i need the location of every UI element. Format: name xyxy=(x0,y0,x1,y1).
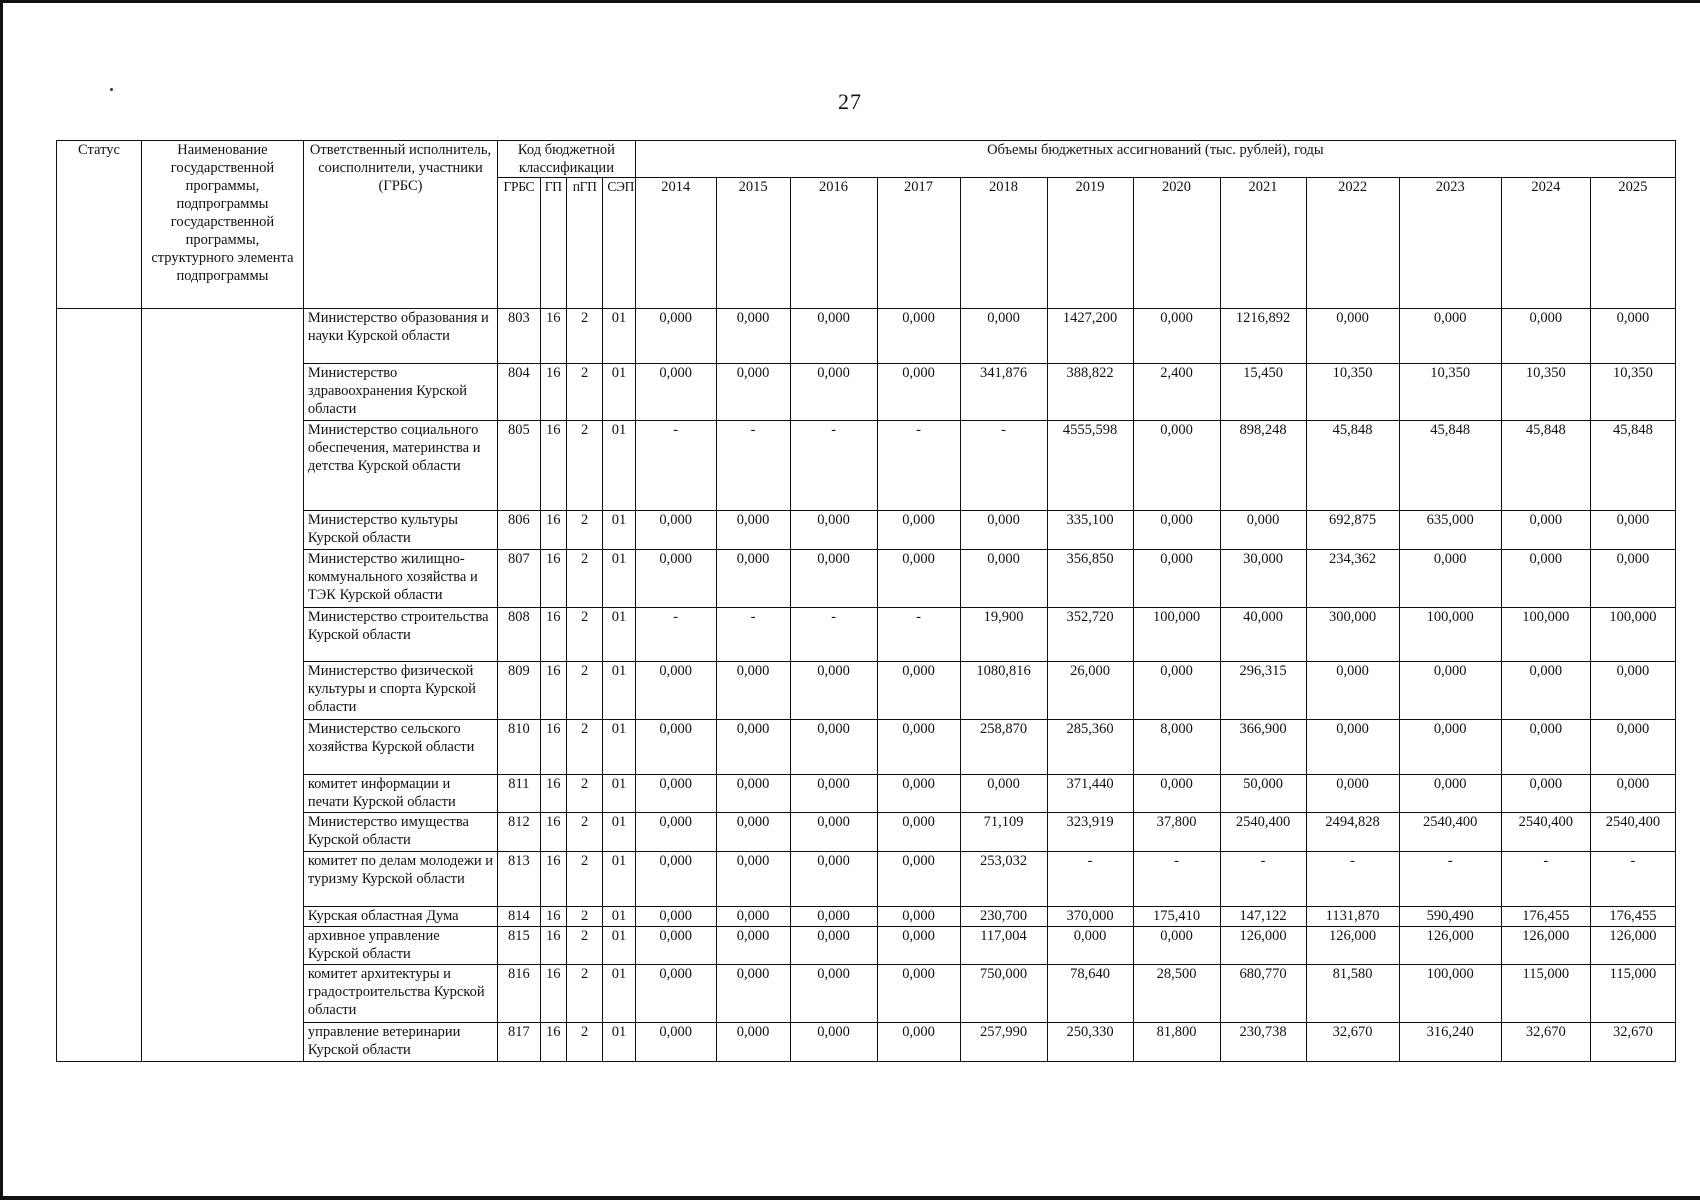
header-year-2020: 2020 xyxy=(1133,178,1220,309)
value-2020: 0,000 xyxy=(1133,926,1220,965)
value-2024: 0,000 xyxy=(1501,309,1590,364)
code-sep: 01 xyxy=(603,906,635,926)
value-2014: - xyxy=(635,421,716,511)
code-gp: 16 xyxy=(540,774,566,813)
value-2025: 115,000 xyxy=(1590,965,1675,1023)
value-2019: 352,720 xyxy=(1047,607,1133,662)
executor-name: Курская областная Дума xyxy=(303,906,497,926)
code-pgp: 2 xyxy=(566,363,602,421)
value-2016: 0,000 xyxy=(790,720,877,775)
executor-name: Министерство здравоохранения Курской области xyxy=(303,363,497,421)
value-2017: 0,000 xyxy=(877,813,960,852)
value-2015: 0,000 xyxy=(716,662,790,720)
value-2014: 0,000 xyxy=(635,852,716,907)
value-2014: - xyxy=(635,607,716,662)
value-2018: 750,000 xyxy=(960,965,1047,1023)
value-2023: - xyxy=(1399,852,1501,907)
value-2017: 0,000 xyxy=(877,1023,960,1062)
value-2019: 0,000 xyxy=(1047,926,1133,965)
value-2020: 0,000 xyxy=(1133,774,1220,813)
value-2022: 2494,828 xyxy=(1306,813,1399,852)
code-grbs: 811 xyxy=(498,774,540,813)
code-gp: 16 xyxy=(540,421,566,511)
code-pgp: 2 xyxy=(566,852,602,907)
code-gp: 16 xyxy=(540,607,566,662)
code-gp: 16 xyxy=(540,1023,566,1062)
value-2025: 0,000 xyxy=(1590,511,1675,550)
executor-name: управление ветеринарии Курской области xyxy=(303,1023,497,1062)
value-2016: 0,000 xyxy=(790,1023,877,1062)
code-pgp: 2 xyxy=(566,607,602,662)
program-name-cell xyxy=(141,309,303,1062)
value-2014: 0,000 xyxy=(635,511,716,550)
value-2021: 0,000 xyxy=(1220,511,1306,550)
value-2023: 100,000 xyxy=(1399,607,1501,662)
value-2021: 126,000 xyxy=(1220,926,1306,965)
code-pgp: 2 xyxy=(566,774,602,813)
code-gp: 16 xyxy=(540,363,566,421)
value-2016: - xyxy=(790,607,877,662)
code-gp: 16 xyxy=(540,662,566,720)
value-2015: 0,000 xyxy=(716,720,790,775)
code-grbs: 812 xyxy=(498,813,540,852)
header-code-sep: СЭП xyxy=(603,178,635,309)
value-2019: 370,000 xyxy=(1047,906,1133,926)
code-sep: 01 xyxy=(603,1023,635,1062)
value-2020: 8,000 xyxy=(1133,720,1220,775)
value-2024: 126,000 xyxy=(1501,926,1590,965)
header-code-pgp: пГП xyxy=(566,178,602,309)
value-2023: 45,848 xyxy=(1399,421,1501,511)
code-sep: 01 xyxy=(603,813,635,852)
value-2017: - xyxy=(877,607,960,662)
executor-name: Министерство образования и науки Курской области xyxy=(303,309,497,364)
value-2016: 0,000 xyxy=(790,852,877,907)
value-2025: 126,000 xyxy=(1590,926,1675,965)
code-pgp: 2 xyxy=(566,965,602,1023)
value-2023: 0,000 xyxy=(1399,309,1501,364)
value-2021: 147,122 xyxy=(1220,906,1306,926)
header-year-2019: 2019 xyxy=(1047,178,1133,309)
value-2023: 590,490 xyxy=(1399,906,1501,926)
value-2018: 117,004 xyxy=(960,926,1047,965)
code-pgp: 2 xyxy=(566,906,602,926)
scan-border-top xyxy=(0,0,1700,3)
code-grbs: 804 xyxy=(498,363,540,421)
value-2020: 0,000 xyxy=(1133,309,1220,364)
value-2014: 0,000 xyxy=(635,965,716,1023)
value-2021: 230,738 xyxy=(1220,1023,1306,1062)
value-2025: 2540,400 xyxy=(1590,813,1675,852)
value-2023: 126,000 xyxy=(1399,926,1501,965)
code-gp: 16 xyxy=(540,309,566,364)
value-2018: 71,109 xyxy=(960,813,1047,852)
value-2017: 0,000 xyxy=(877,550,960,608)
value-2022: 0,000 xyxy=(1306,309,1399,364)
value-2022: - xyxy=(1306,852,1399,907)
value-2016: 0,000 xyxy=(790,550,877,608)
value-2017: 0,000 xyxy=(877,926,960,965)
code-pgp: 2 xyxy=(566,1023,602,1062)
code-grbs: 814 xyxy=(498,906,540,926)
value-2023: 635,000 xyxy=(1399,511,1501,550)
value-2015: 0,000 xyxy=(716,774,790,813)
value-2024: 10,350 xyxy=(1501,363,1590,421)
value-2016: 0,000 xyxy=(790,662,877,720)
code-pgp: 2 xyxy=(566,720,602,775)
value-2019: 26,000 xyxy=(1047,662,1133,720)
value-2022: 32,670 xyxy=(1306,1023,1399,1062)
value-2021: - xyxy=(1220,852,1306,907)
value-2025: 32,670 xyxy=(1590,1023,1675,1062)
value-2024: 2540,400 xyxy=(1501,813,1590,852)
value-2016: 0,000 xyxy=(790,813,877,852)
code-grbs: 806 xyxy=(498,511,540,550)
code-grbs: 807 xyxy=(498,550,540,608)
value-2014: 0,000 xyxy=(635,774,716,813)
value-2019: 285,360 xyxy=(1047,720,1133,775)
value-2022: 234,362 xyxy=(1306,550,1399,608)
value-2016: - xyxy=(790,421,877,511)
value-2020: 100,000 xyxy=(1133,607,1220,662)
value-2020: - xyxy=(1133,852,1220,907)
value-2018: 230,700 xyxy=(960,906,1047,926)
code-pgp: 2 xyxy=(566,926,602,965)
header-year-2024: 2024 xyxy=(1501,178,1590,309)
value-2014: 0,000 xyxy=(635,550,716,608)
header-year-2025: 2025 xyxy=(1590,178,1675,309)
code-gp: 16 xyxy=(540,906,566,926)
table-row xyxy=(57,309,1676,364)
value-2016: 0,000 xyxy=(790,965,877,1023)
value-2018: 0,000 xyxy=(960,550,1047,608)
code-sep: 01 xyxy=(603,550,635,608)
header-executor: Ответственный исполнитель, соисполнители, участники (ГРБС) xyxy=(303,141,497,309)
value-2014: 0,000 xyxy=(635,720,716,775)
value-2020: 175,410 xyxy=(1133,906,1220,926)
value-2021: 15,450 xyxy=(1220,363,1306,421)
code-grbs: 803 xyxy=(498,309,540,364)
value-2024: 45,848 xyxy=(1501,421,1590,511)
code-gp: 16 xyxy=(540,511,566,550)
code-gp: 16 xyxy=(540,926,566,965)
value-2017: 0,000 xyxy=(877,511,960,550)
code-pgp: 2 xyxy=(566,421,602,511)
value-2020: 0,000 xyxy=(1133,511,1220,550)
value-2014: 0,000 xyxy=(635,926,716,965)
value-2020: 81,800 xyxy=(1133,1023,1220,1062)
code-pgp: 2 xyxy=(566,511,602,550)
value-2018: 257,990 xyxy=(960,1023,1047,1062)
value-2018: 341,876 xyxy=(960,363,1047,421)
value-2021: 680,770 xyxy=(1220,965,1306,1023)
value-2014: 0,000 xyxy=(635,906,716,926)
value-2024: - xyxy=(1501,852,1590,907)
value-2017: 0,000 xyxy=(877,720,960,775)
value-2022: 0,000 xyxy=(1306,774,1399,813)
code-sep: 01 xyxy=(603,926,635,965)
value-2020: 0,000 xyxy=(1133,550,1220,608)
value-2017: 0,000 xyxy=(877,309,960,364)
value-2015: - xyxy=(716,421,790,511)
value-2019: 4555,598 xyxy=(1047,421,1133,511)
value-2015: 0,000 xyxy=(716,965,790,1023)
value-2023: 10,350 xyxy=(1399,363,1501,421)
code-grbs: 810 xyxy=(498,720,540,775)
code-sep: 01 xyxy=(603,852,635,907)
value-2018: 19,900 xyxy=(960,607,1047,662)
value-2025: 0,000 xyxy=(1590,774,1675,813)
value-2021: 40,000 xyxy=(1220,607,1306,662)
executor-name: комитет архитектуры и градостроительства Курской области xyxy=(303,965,497,1023)
value-2020: 2,400 xyxy=(1133,363,1220,421)
value-2016: 0,000 xyxy=(790,363,877,421)
header-year-2015: 2015 xyxy=(716,178,790,309)
value-2017: 0,000 xyxy=(877,852,960,907)
value-2019: 78,640 xyxy=(1047,965,1133,1023)
value-2025: 100,000 xyxy=(1590,607,1675,662)
value-2018: 253,032 xyxy=(960,852,1047,907)
table-body xyxy=(57,309,1676,1062)
code-sep: 01 xyxy=(603,511,635,550)
code-grbs: 813 xyxy=(498,852,540,907)
header-year-2021: 2021 xyxy=(1220,178,1306,309)
budget-allocation-table xyxy=(56,140,1676,1062)
value-2025: 176,455 xyxy=(1590,906,1675,926)
value-2015: 0,000 xyxy=(716,852,790,907)
value-2018: 0,000 xyxy=(960,774,1047,813)
value-2024: 0,000 xyxy=(1501,662,1590,720)
value-2018: 1080,816 xyxy=(960,662,1047,720)
value-2017: 0,000 xyxy=(877,363,960,421)
value-2019: 388,822 xyxy=(1047,363,1133,421)
value-2019: 323,919 xyxy=(1047,813,1133,852)
code-sep: 01 xyxy=(603,774,635,813)
value-2017: - xyxy=(877,421,960,511)
code-gp: 16 xyxy=(540,852,566,907)
header-year-2022: 2022 xyxy=(1306,178,1399,309)
value-2022: 0,000 xyxy=(1306,720,1399,775)
executor-name: комитет по делам молодежи и туризму Курской области xyxy=(303,852,497,907)
value-2014: 0,000 xyxy=(635,309,716,364)
value-2014: 0,000 xyxy=(635,813,716,852)
scan-border-left xyxy=(0,0,3,1200)
value-2023: 0,000 xyxy=(1399,662,1501,720)
header-volumes: Объемы бюджетных ассигнований (тыс. рублей), годы xyxy=(635,141,1675,178)
value-2022: 126,000 xyxy=(1306,926,1399,965)
value-2024: 32,670 xyxy=(1501,1023,1590,1062)
value-2022: 1131,870 xyxy=(1306,906,1399,926)
code-sep: 01 xyxy=(603,421,635,511)
value-2024: 0,000 xyxy=(1501,720,1590,775)
code-pgp: 2 xyxy=(566,813,602,852)
header-budget-code: Код бюджетной классификации xyxy=(498,141,636,178)
value-2024: 100,000 xyxy=(1501,607,1590,662)
status-cell xyxy=(57,309,142,1062)
code-sep: 01 xyxy=(603,965,635,1023)
value-2023: 0,000 xyxy=(1399,720,1501,775)
value-2022: 45,848 xyxy=(1306,421,1399,511)
value-2023: 316,240 xyxy=(1399,1023,1501,1062)
value-2023: 0,000 xyxy=(1399,550,1501,608)
executor-name: Министерство физической культуры и спорта Курской области xyxy=(303,662,497,720)
value-2025: 0,000 xyxy=(1590,309,1675,364)
value-2021: 50,000 xyxy=(1220,774,1306,813)
value-2024: 0,000 xyxy=(1501,511,1590,550)
code-gp: 16 xyxy=(540,813,566,852)
value-2014: 0,000 xyxy=(635,363,716,421)
executor-name: Министерство имущества Курской области xyxy=(303,813,497,852)
value-2015: 0,000 xyxy=(716,363,790,421)
value-2025: 0,000 xyxy=(1590,662,1675,720)
code-sep: 01 xyxy=(603,363,635,421)
value-2020: 0,000 xyxy=(1133,421,1220,511)
code-gp: 16 xyxy=(540,720,566,775)
code-sep: 01 xyxy=(603,309,635,364)
value-2025: 0,000 xyxy=(1590,720,1675,775)
value-2018: 0,000 xyxy=(960,511,1047,550)
value-2021: 898,248 xyxy=(1220,421,1306,511)
header-year-2018: 2018 xyxy=(960,178,1047,309)
executor-name: комитет информации и печати Курской области xyxy=(303,774,497,813)
value-2021: 296,315 xyxy=(1220,662,1306,720)
value-2022: 81,580 xyxy=(1306,965,1399,1023)
code-gp: 16 xyxy=(540,550,566,608)
value-2019: 1427,200 xyxy=(1047,309,1133,364)
value-2022: 692,875 xyxy=(1306,511,1399,550)
value-2015: 0,000 xyxy=(716,511,790,550)
executor-name: Министерство жилищно-коммунального хозяйства и ТЭК Курской области xyxy=(303,550,497,608)
value-2021: 30,000 xyxy=(1220,550,1306,608)
executor-name: Министерство строительства Курской области xyxy=(303,607,497,662)
value-2016: 0,000 xyxy=(790,926,877,965)
value-2024: 0,000 xyxy=(1501,550,1590,608)
executor-name: Министерство сельского хозяйства Курской области xyxy=(303,720,497,775)
code-grbs: 815 xyxy=(498,926,540,965)
header-year-2016: 2016 xyxy=(790,178,877,309)
value-2021: 2540,400 xyxy=(1220,813,1306,852)
header-year-2023: 2023 xyxy=(1399,178,1501,309)
code-gp: 16 xyxy=(540,965,566,1023)
executor-name: архивное управление Курской области xyxy=(303,926,497,965)
value-2019: 371,440 xyxy=(1047,774,1133,813)
executor-name: Министерство культуры Курской области xyxy=(303,511,497,550)
value-2017: 0,000 xyxy=(877,965,960,1023)
value-2019: 250,330 xyxy=(1047,1023,1133,1062)
value-2020: 0,000 xyxy=(1133,662,1220,720)
code-grbs: 816 xyxy=(498,965,540,1023)
value-2015: 0,000 xyxy=(716,1023,790,1062)
value-2022: 0,000 xyxy=(1306,662,1399,720)
header-code-grbs: ГРБС xyxy=(498,178,540,309)
value-2016: 0,000 xyxy=(790,511,877,550)
value-2015: 0,000 xyxy=(716,550,790,608)
value-2023: 0,000 xyxy=(1399,774,1501,813)
code-grbs: 809 xyxy=(498,662,540,720)
value-2016: 0,000 xyxy=(790,309,877,364)
code-sep: 01 xyxy=(603,607,635,662)
code-grbs: 808 xyxy=(498,607,540,662)
value-2018: 258,870 xyxy=(960,720,1047,775)
code-sep: 01 xyxy=(603,662,635,720)
value-2017: 0,000 xyxy=(877,906,960,926)
code-pgp: 2 xyxy=(566,550,602,608)
value-2018: 0,000 xyxy=(960,309,1047,364)
value-2024: 176,455 xyxy=(1501,906,1590,926)
value-2015: 0,000 xyxy=(716,926,790,965)
page-number: 27 xyxy=(838,89,862,114)
value-2016: 0,000 xyxy=(790,906,877,926)
value-2015: - xyxy=(716,607,790,662)
value-2021: 1216,892 xyxy=(1220,309,1306,364)
value-2017: 0,000 xyxy=(877,774,960,813)
value-2016: 0,000 xyxy=(790,774,877,813)
code-grbs: 805 xyxy=(498,421,540,511)
value-2020: 28,500 xyxy=(1133,965,1220,1023)
code-pgp: 2 xyxy=(566,662,602,720)
value-2014: 0,000 xyxy=(635,1023,716,1062)
code-sep: 01 xyxy=(603,720,635,775)
value-2019: - xyxy=(1047,852,1133,907)
value-2025: - xyxy=(1590,852,1675,907)
value-2015: 0,000 xyxy=(716,813,790,852)
header-status: Статус xyxy=(57,141,142,309)
value-2014: 0,000 xyxy=(635,662,716,720)
value-2015: 0,000 xyxy=(716,906,790,926)
header-code-gp: ГП xyxy=(540,178,566,309)
header-program-name: Наименование государственной программы, подпрограммы государственной программы, структурного элемента подпрограммы xyxy=(141,141,303,309)
value-2023: 2540,400 xyxy=(1399,813,1501,852)
value-2018: - xyxy=(960,421,1047,511)
value-2025: 0,000 xyxy=(1590,550,1675,608)
value-2015: 0,000 xyxy=(716,309,790,364)
value-2024: 0,000 xyxy=(1501,774,1590,813)
value-2019: 356,850 xyxy=(1047,550,1133,608)
value-2022: 10,350 xyxy=(1306,363,1399,421)
code-grbs: 817 xyxy=(498,1023,540,1062)
header-year-2014: 2014 xyxy=(635,178,716,309)
header-year-2017: 2017 xyxy=(877,178,960,309)
code-pgp: 2 xyxy=(566,309,602,364)
value-2022: 300,000 xyxy=(1306,607,1399,662)
value-2025: 45,848 xyxy=(1590,421,1675,511)
value-2020: 37,800 xyxy=(1133,813,1220,852)
value-2021: 366,900 xyxy=(1220,720,1306,775)
scan-border-bottom xyxy=(0,1196,1700,1200)
value-2024: 115,000 xyxy=(1501,965,1590,1023)
executor-name: Министерство социального обеспечения, материнства и детства Курской области xyxy=(303,421,497,511)
value-2023: 100,000 xyxy=(1399,965,1501,1023)
value-2019: 335,100 xyxy=(1047,511,1133,550)
value-2017: 0,000 xyxy=(877,662,960,720)
value-2025: 10,350 xyxy=(1590,363,1675,421)
